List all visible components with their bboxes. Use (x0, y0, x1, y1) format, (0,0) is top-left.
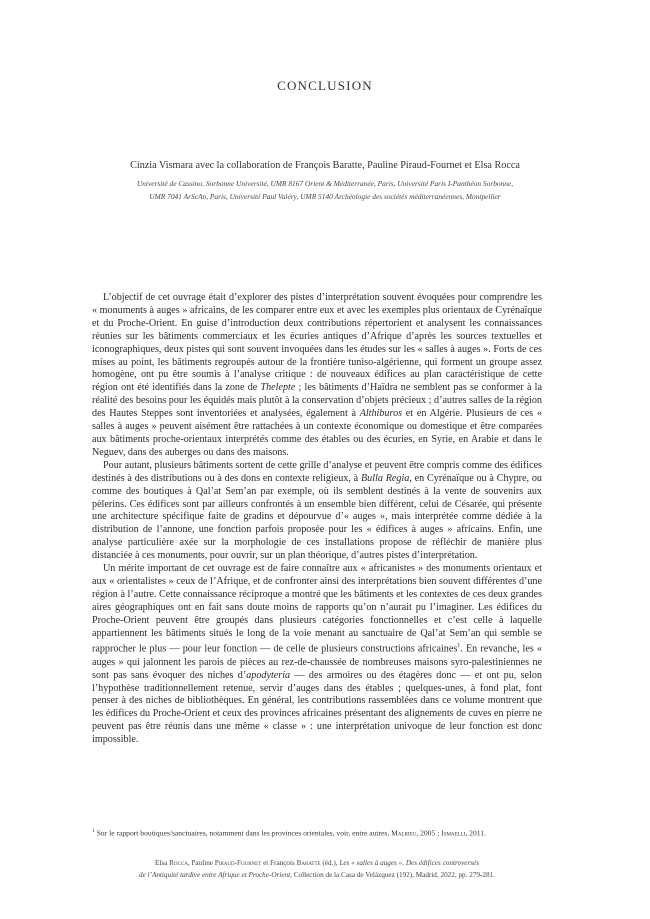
place-name: Althiburos (359, 408, 403, 420)
paragraph-2: Pour autant, plusieurs bâtiments sortent de cette grille d’analyse et peuvent être compris comme des édifices destinés à des distributions ou à des dons en contexte religieux, à Bulla Regia, en Cyrénaïque ou à Chypre, ou comme des boutiques à Qal’at Sem’an par exemple, où ils semblent destinés à la vente de souvenirs aux pèlerins. Ces édifices sont par ailleurs confrontés à un ensemble bien différent, celui de Césarée, qui présente une architecture spécifique faite de gradins et dépourvue d’« auges », mais interprétée comme dédiée à la distribution de l’annone, une fonction parfois proposée pour les « édifices à auges » africains. Enfin, une analyse particulière axée sur la morphologie de ces installations propose de réfléchir de manière plus distanciée à ces monuments, pour ouvrir, sur un plan théorique, d’autres pistes d’interprétation. (92, 459, 542, 562)
book-citation: Elsa Rocca, Pauline Piraud-Fournet et François Baratte (éd.), Les « salles à auges ». Des édifices controversés de l’Antiquité tardive entre Afrique et Proche-Orient, Collection de la Casa de Velázquez (192), Madrid, 2022, pp. 279-281. (138, 859, 496, 879)
body-text (92, 292, 542, 747)
footnote-ref[interactable]: 1 (457, 643, 461, 650)
footnote: $^1$ Sur le rapport boutiques/sanctuaires, notamment dans les provinces orientales, voir, entre autres, Malrieu, 2005 ; Ismaelli, 2011. (92, 828, 486, 838)
authors-line: Cinzia Vismara avec la collaboration de François Baratte, Pauline Piraud-Fournet et Elsa Rocca (130, 160, 520, 171)
paragraph-3: Un mérite important de cet ouvrage est de faire connaître aux « africanistes » des monuments orientaux et aux « orientalistes » ceux de l’Afrique, et de confronter ainsi des interprétations bien souvent différentes d’une région à l’autre. Cette connaissance réciproque a montré que les bâtiments et les contextes de ces deux grandes aires géographiques ont en fait sans doute moins de rapports qu’on n’aurait pu l’imaginer. Les édifices du Proche-Orient peuvent être groupés dans plusieurs catégories fonctionnelles et c’est celle à laquelle appartiennent les bâtiments situés le long de la voie menant au sanctuaire de Qal’at Sem’an qui semble se rapprocher le plus — pour leur fonction — de celle de plusieurs constructions africaines$^1$. En revanche, les « auges » qui jalonnent les parois de pièces au rez-de-chaussée de nombreuses maisons syro-palestiniennes ne sont pas sans évoquer des niches d’apodyteria — des armoires ou des étagères donc — et ont pu, selon l’hypothèse traditionnellement retenue, servir d’auges dans des étables ; quelques-unes, à fond plat, font penser à des niches de bibliothèques. En général, les contributions rassemblées dans ce volume montrent que les édifices du Proche-Orient et ceux des provinces africaines présentant des alignements de cuves en pierre ne peuvent pas être réunis dans une même « classe » : une interprétation univoque de leur fonction est donc impossible. (92, 563, 542, 746)
footnote-number: 1 (92, 828, 95, 834)
affiliation-line: UMR 7041 ArScAn, Paris, Université Paul Valéry, UMR 5140 Archéologie des sociétés méditerranéennes, Montpellier (149, 192, 501, 201)
affiliation-line: Université de Cassino, Sorbonne Université, UMR 8167 Orient & Méditerranée, Paris, Université Paris I-Panthéon Sorbonne, (136, 179, 514, 188)
place-name: Thelepte (260, 382, 296, 394)
paragraph-1: L’objectif de cet ouvrage était d’explorer des pistes d’interprétation souvent évoquées pour comprendre les « monuments à auges » africains, de les comparer entre eux et avec les exemples plus orientaux de Cyrénaïque et du Proche-Orient. En guise d’introduction deux contributions répertorient et analysent les connaissances réunies sur les bâtiments commerciaux et les écuries antiques d’Afrique d’après les sources textuelles et iconographiques, deux pistes qui sont souvent invoquées dans les études sur les « salles à auges ». Forts de ces mises au point, les bâtiments regroupés autour de la frontière tuniso-algérienne, qui forment un groupe assez homogène, ont pu être soumis à l’analyse critique : de nouveaux édifices au plan caractéristique de cette région ont été identifiés dans la zone de Thelepte ; les bâtiments d’Haïdra ne semblent pas se conformer à la réalité des besoins pour les équidés mais plutôt à la conservation d’objets précieux ; d’autres salles de la région des Hautes Steppes sont inventoriées et analysées, également à Althiburos et en Algérie. Plusieurs de ces « salles à auges » peuvent aisément être rattachées à un contexte économique ou domestique et être comparées aux bâtiments proche-orientaux interprétés comme des étables ou des écuries, en Syrie, en Arabie et dans le Neguev, dans des auberges ou dans des maisons. (92, 292, 542, 458)
chapter-title: CONCLUSION (277, 78, 373, 93)
latin-term: apodyteria (246, 669, 291, 681)
reference-author: Ismaelli (441, 828, 466, 838)
place-name: Bulla Regia (360, 472, 410, 484)
book-title-continued: de l’Antiquité tardive entre Afrique et Proche-Orient (138, 870, 291, 879)
book-title: Les « salles à auges ». Des édifices controversés (339, 859, 480, 867)
affiliations (80, 177, 570, 203)
reference-author: Malrieu (391, 828, 417, 838)
